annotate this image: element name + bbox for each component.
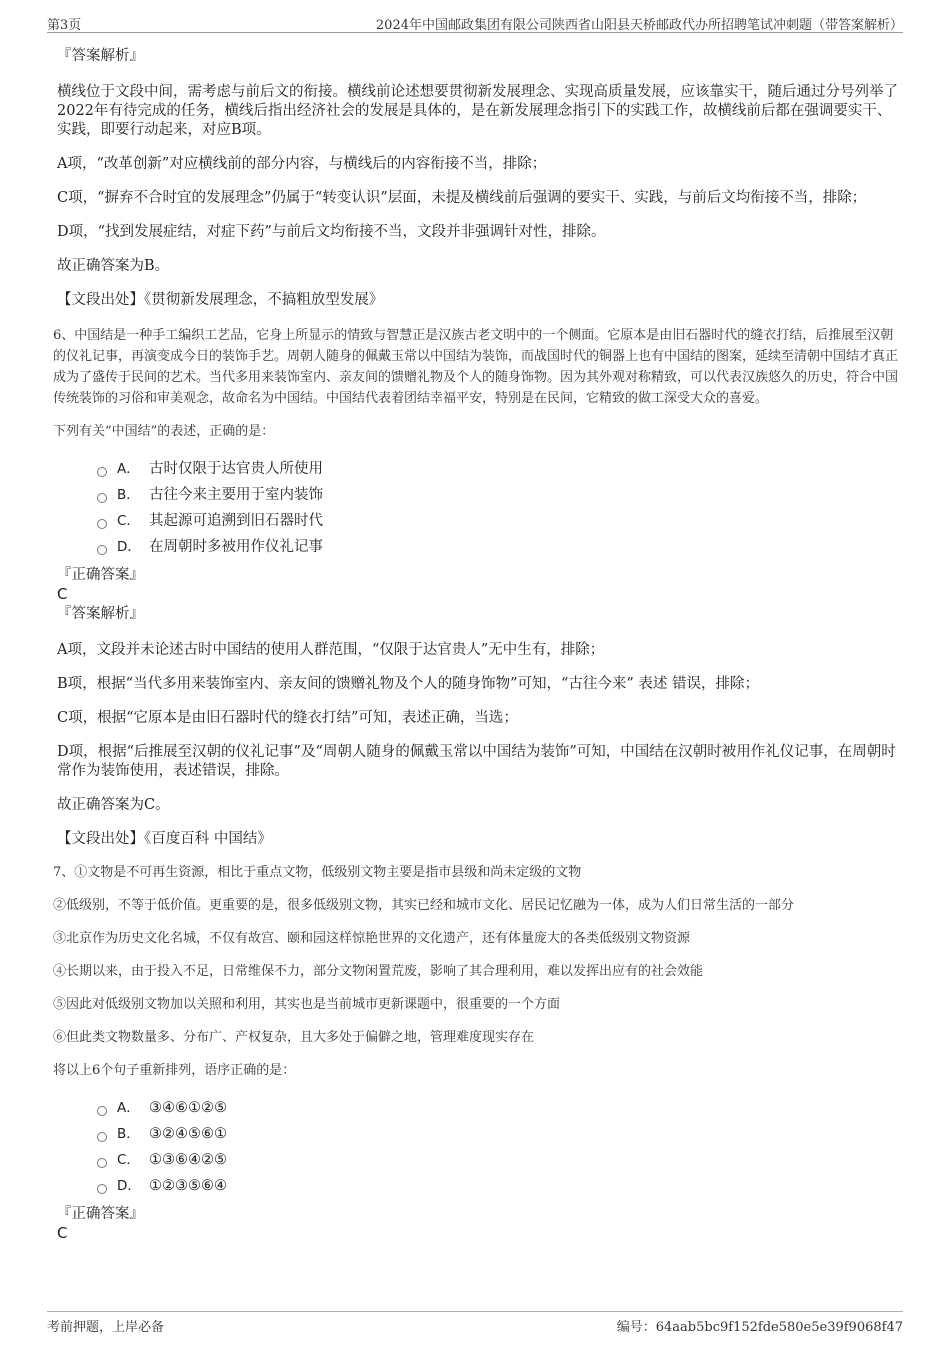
q6-option-d[interactable]: D． 在周朝时多被用作仪礼记事	[97, 534, 902, 560]
footer-slogan: 考前押题，上岸必备	[47, 1320, 165, 1335]
q5-source: 【文段出处】《贯彻新发展理念，不搞粗放型发展》	[57, 292, 384, 308]
q6-conclusion: 故正确答案为C。	[57, 797, 170, 813]
q7-sentence-3: ③北京作为历史文化名城，不仅有故宫、颐和园这样惊艳世界的文化遗产，还有体量庞大的各类低级别文物资源	[53, 931, 691, 946]
page-content	[53, 44, 902, 1242]
q5-analysis-title: 『答案解析』	[57, 48, 144, 64]
q7-sentence-5: ⑤因此对低级别文物加以关照和利用，其实也是当前城市更新课题中，很重要的一个方面	[53, 997, 561, 1012]
q7-option-b[interactable]: B． ③②④⑤⑥①	[97, 1121, 902, 1147]
q6-options	[97, 456, 902, 560]
q7-sentence-1: 7、①文物是不可再生资源，相比于重点文物，低级别文物主要是指市县级和尚未定级的文物	[53, 865, 582, 880]
q5-conclusion: 故正确答案为B。	[57, 258, 170, 274]
q5-analysis-text: 横线位于文段中间，需考虑与前后文的衔接。横线前论述想要贯彻新发展理念、实现高质量发展，应该靠实干，随后通过分号列举了2022年有待完成的任务，横线后指出经济社会的发展是具体的，是在新发展理念指引下的实践工作，故横线前后都在强调要实干、实践，即要行动起来，对应B项。	[57, 84, 898, 138]
q6-analysis-c: C项，根据“它原本是由旧石器时代的缝衣打结”可知，表述正确，当选；	[57, 710, 518, 726]
radio-icon[interactable]	[97, 467, 107, 477]
q6-question: 下列有关“中国结”的表述，正确的是：	[53, 424, 275, 439]
q6-analysis-a: A项，文段并未论述古时中国结的使用人群范围，“仅限于达官贵人”无中生有，排除；	[57, 642, 605, 658]
radio-icon[interactable]	[97, 1158, 107, 1168]
q7-correct-answer: C	[57, 1224, 68, 1242]
q5-analysis-c: C项，“摒弃不合时宜的发展理念”仍属于“转变认识”层面，未提及横线前后强调的要实干、实践，与前后文均衔接不当，排除；	[57, 190, 867, 206]
radio-icon[interactable]	[97, 545, 107, 555]
radio-icon[interactable]	[97, 1184, 107, 1194]
q7-option-d[interactable]: D． ①②③⑤⑥④	[97, 1173, 902, 1199]
q7-sentence-2: ②低级别，不等于低价值。更重要的是，很多低级别文物，其实已经和城市文化、居民记忆融为一体，成为人们日常生活的一部分	[53, 898, 795, 913]
q6-option-c[interactable]: C． 其起源可追溯到旧石器时代	[97, 508, 902, 534]
q7-option-a[interactable]: A． ③④⑥①②⑤	[97, 1095, 902, 1121]
radio-icon[interactable]	[97, 1132, 107, 1142]
q6-analysis-b: B项，根据“当代多用来装饰室内、亲友间的馈赠礼物及个人的随身饰物”可知，“古往今来” 表述 错误，排除；	[57, 676, 760, 692]
q6-analysis-d: D项，根据“后推展至汉朝的仪礼记事”及“周朝人随身的佩戴玉常以中国结为装饰”可知，中国结在汉朝时被用作礼仪记事，在周朝时常作为装饰使用，表述错误，排除。	[57, 744, 896, 779]
radio-icon[interactable]	[97, 1106, 107, 1116]
document-title: 2024年中国邮政集团有限公司陕西省山阳县天桥邮政代办所招聘笔试冲刺题（带答案解析）	[375, 18, 903, 33]
q7-correct-title: 『正确答案』	[57, 1206, 144, 1222]
q5-analysis-d: D项，“找到发展症结，对症下药”与前后文均衔接不当，文段并非强调针对性，排除。	[57, 224, 606, 240]
q6-correct-title: 『正确答案』	[57, 567, 144, 583]
page-number: 第3页	[47, 18, 82, 33]
radio-icon[interactable]	[97, 519, 107, 529]
q6-option-b[interactable]: B． 古往今来主要用于室内装饰	[97, 482, 902, 508]
q7-sentence-6: ⑥但此类文物数量多、分布广、产权复杂，且大多处于偏僻之地，管理难度现实存在	[53, 1030, 535, 1045]
radio-icon[interactable]	[97, 493, 107, 503]
q7-option-c[interactable]: C． ①③⑥④②⑤	[97, 1147, 902, 1173]
q5-analysis-a: A项，“改革创新”对应横线前的部分内容，与横线后的内容衔接不当，排除；	[57, 156, 547, 172]
q7-options	[97, 1095, 902, 1199]
page-footer	[47, 1311, 903, 1334]
q6-source: 【文段出处】《百度百科 中国结》	[57, 831, 272, 847]
page-header	[47, 12, 903, 33]
q6-correct-answer: C	[57, 585, 68, 603]
q6-passage: 6、中国结是一种手工编织工艺品，它身上所显示的情致与智慧正是汉族古老文明中的一个侧面。它原本是由旧石器时代的缝衣打结，后推展至汉朝的仪礼记事，再演变成今日的装饰手艺。周朝人随身的佩戴玉常以中国结为装饰，而战国时代的铜器上也有中国结的图案，延续至清朝中国结才真正成为了盛传于民间的艺术。当代多用来装饰室内、亲友间的馈赠礼物及个人的随身饰物。因为其外观对称精致，可以代表汉族悠久的历史，符合中国传统装饰的习俗和审美观念，故命名为中国结。中国结代表着团结幸福平安，特别是在民间，它精致的做工深受大众的喜爱。	[53, 328, 899, 406]
q7-question: 将以上6个句子重新排列，语序正确的是：	[53, 1063, 296, 1078]
footer-code: 编号：64aab5bc9f152fde580e5e39f9068f47	[616, 1320, 903, 1335]
q7-sentence-4: ④长期以来，由于投入不足，日常维保不力，部分文物闲置荒废，影响了其合理利用，难以发挥出应有的社会效能	[53, 964, 704, 979]
q6-option-a[interactable]: A． 古时仅限于达官贵人所使用	[97, 456, 902, 482]
q6-analysis-title: 『答案解析』	[57, 606, 144, 622]
